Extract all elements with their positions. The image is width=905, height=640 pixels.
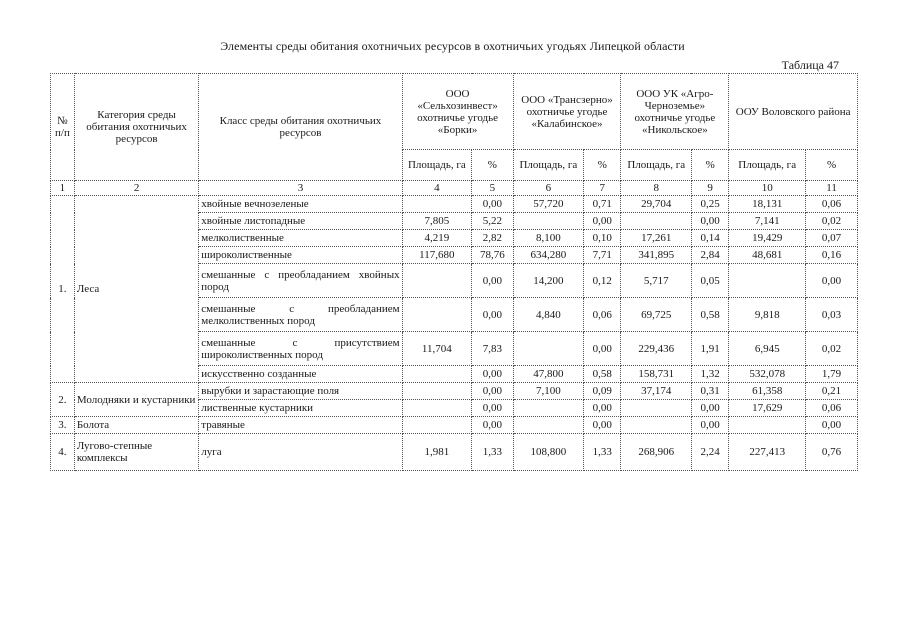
habitat-class: луга <box>199 434 402 471</box>
area-cell <box>513 213 584 230</box>
area-cell <box>621 213 692 230</box>
area-cell: 7,100 <box>513 383 584 400</box>
habitat-class: мелколиственные <box>199 230 402 247</box>
pct-cell: 0,58 <box>691 298 728 332</box>
pct-cell: 0,00 <box>806 264 858 298</box>
group-number: 2. <box>51 383 75 417</box>
area-cell <box>621 417 692 434</box>
table-row <box>51 383 858 400</box>
area-cell: 634,280 <box>513 247 584 264</box>
habitat-class: смешанные с присутствием широколиственных пород <box>199 332 402 366</box>
area-cell: 229,436 <box>621 332 692 366</box>
pct-cell: 1,33 <box>472 434 514 471</box>
area-cell: 11,704 <box>402 332 471 366</box>
table-label: Таблица 47 <box>781 58 839 72</box>
area-cell: 61,358 <box>729 383 806 400</box>
area-cell <box>402 417 471 434</box>
table-row <box>51 417 858 434</box>
habitat-class: искусственно созданные <box>199 366 402 383</box>
habitat-class: смешанные с преобладанием мелколиственных пород <box>199 298 402 332</box>
area-cell: 37,174 <box>621 383 692 400</box>
pct-cell: 0,31 <box>691 383 728 400</box>
pct-cell: 0,02 <box>806 213 858 230</box>
pct-cell: 0,10 <box>584 230 621 247</box>
area-cell <box>513 417 584 434</box>
group-number: 3. <box>51 417 75 434</box>
area-cell: 227,413 <box>729 434 806 471</box>
area-cell <box>729 264 806 298</box>
pct-cell: 0,07 <box>806 230 858 247</box>
area-cell: 7,805 <box>402 213 471 230</box>
column-index: 8 <box>621 181 692 196</box>
area-cell: 17,629 <box>729 400 806 417</box>
pct-cell: 0,00 <box>472 366 514 383</box>
pct-cell: 0,00 <box>472 196 514 213</box>
pct-cell: 0,06 <box>806 400 858 417</box>
area-cell <box>513 400 584 417</box>
pct-cell: 0,00 <box>472 417 514 434</box>
area-cell: 14,200 <box>513 264 584 298</box>
column-index: 2 <box>74 181 198 196</box>
habitat-class: вырубки и зарастающие поля <box>199 383 402 400</box>
area-cell: 29,704 <box>621 196 692 213</box>
pct-cell: 0,76 <box>806 434 858 471</box>
pct-cell: 7,71 <box>584 247 621 264</box>
header-pct: % <box>472 150 514 181</box>
habitat-class: травяные <box>199 417 402 434</box>
area-cell: 47,800 <box>513 366 584 383</box>
pct-cell: 2,24 <box>691 434 728 471</box>
pct-cell: 0,16 <box>806 247 858 264</box>
group-name: Леса <box>74 196 198 383</box>
area-cell: 268,906 <box>621 434 692 471</box>
pct-cell: 1,32 <box>691 366 728 383</box>
area-cell <box>402 400 471 417</box>
pct-cell: 1,33 <box>584 434 621 471</box>
header-pct: % <box>691 150 728 181</box>
header-num: № п/п <box>51 74 75 181</box>
column-index: 11 <box>806 181 858 196</box>
pct-cell: 7,83 <box>472 332 514 366</box>
pct-cell: 0,00 <box>806 417 858 434</box>
pct-cell: 0,00 <box>691 417 728 434</box>
area-cell: 108,800 <box>513 434 584 471</box>
header-area: Площадь, га <box>402 150 471 181</box>
header-area: Площадь, га <box>621 150 692 181</box>
pct-cell: 2,82 <box>472 230 514 247</box>
table-row <box>51 434 858 471</box>
pct-cell: 0,03 <box>806 298 858 332</box>
header-org-borki: ООО «Сельхозинвест» охотничье угодье «Борки» <box>402 74 513 150</box>
group-name: Болота <box>74 417 198 434</box>
area-cell: 6,945 <box>729 332 806 366</box>
column-index: 10 <box>729 181 806 196</box>
pct-cell: 1,79 <box>806 366 858 383</box>
pct-cell: 0,00 <box>691 400 728 417</box>
area-cell <box>402 298 471 332</box>
area-cell: 158,731 <box>621 366 692 383</box>
group-number: 1. <box>51 196 75 383</box>
pct-cell: 0,05 <box>691 264 728 298</box>
habitat-class: широколиственные <box>199 247 402 264</box>
pct-cell: 0,09 <box>584 383 621 400</box>
header-category: Категория среды обитания охотничьих ресурсов <box>74 74 198 181</box>
habitat-class: лиственные кустарники <box>199 400 402 417</box>
area-cell: 48,681 <box>729 247 806 264</box>
area-cell: 19,429 <box>729 230 806 247</box>
pct-cell: 0,06 <box>584 298 621 332</box>
area-cell: 532,078 <box>729 366 806 383</box>
header-class: Класс среды обитания охотничьих ресурсов <box>199 74 402 181</box>
column-index: 5 <box>472 181 514 196</box>
area-cell: 18,131 <box>729 196 806 213</box>
area-cell <box>729 417 806 434</box>
pct-cell: 0,21 <box>806 383 858 400</box>
area-cell: 69,725 <box>621 298 692 332</box>
pct-cell: 0,00 <box>472 264 514 298</box>
pct-cell: 0,00 <box>472 400 514 417</box>
header-org-nikolskoe: ООО УК «Агро-Черноземье» охотничье угодье «Никольское» <box>621 74 729 150</box>
pct-cell: 0,00 <box>584 400 621 417</box>
habitat-class: хвойные вечнозеленые <box>199 196 402 213</box>
pct-cell: 0,71 <box>584 196 621 213</box>
column-index: 7 <box>584 181 621 196</box>
column-index: 1 <box>51 181 75 196</box>
pct-cell: 5,22 <box>472 213 514 230</box>
header-pct: % <box>584 150 621 181</box>
area-cell <box>402 383 471 400</box>
column-index-row <box>51 181 858 196</box>
area-cell <box>402 366 471 383</box>
area-cell <box>402 264 471 298</box>
header-org-kalabinskoe: ООО «Трансзерно» охотничье угодье «Калабинское» <box>513 74 621 150</box>
area-cell: 7,141 <box>729 213 806 230</box>
pct-cell: 0,12 <box>584 264 621 298</box>
header-area: Площадь, га <box>729 150 806 181</box>
pct-cell: 0,00 <box>472 383 514 400</box>
pct-cell: 0,00 <box>584 417 621 434</box>
area-cell: 9,818 <box>729 298 806 332</box>
pct-cell: 0,00 <box>472 298 514 332</box>
pct-cell: 0,58 <box>584 366 621 383</box>
habitat-class: хвойные листопадные <box>199 213 402 230</box>
group-name: Лугово-степные комплексы <box>74 434 198 471</box>
header-area: Площадь, га <box>513 150 584 181</box>
document-title: Элементы среды обитания охотничьих ресурсов в охотничьих угодьях Липецкой области <box>220 39 685 53</box>
area-cell <box>513 332 584 366</box>
area-cell: 57,720 <box>513 196 584 213</box>
table-row <box>51 196 858 213</box>
pct-cell: 0,00 <box>691 213 728 230</box>
pct-cell: 1,91 <box>691 332 728 366</box>
area-cell: 4,219 <box>402 230 471 247</box>
group-number: 4. <box>51 434 75 471</box>
area-cell <box>621 400 692 417</box>
area-cell: 4,840 <box>513 298 584 332</box>
area-cell <box>402 196 471 213</box>
column-index: 9 <box>691 181 728 196</box>
area-cell: 341,895 <box>621 247 692 264</box>
column-index: 3 <box>199 181 402 196</box>
pct-cell: 0,00 <box>584 332 621 366</box>
pct-cell: 78,76 <box>472 247 514 264</box>
area-cell: 117,680 <box>402 247 471 264</box>
area-cell: 5,717 <box>621 264 692 298</box>
pct-cell: 0,14 <box>691 230 728 247</box>
area-cell: 1,981 <box>402 434 471 471</box>
pct-cell: 0,06 <box>806 196 858 213</box>
area-cell: 8,100 <box>513 230 584 247</box>
column-index: 6 <box>513 181 584 196</box>
header-org-volovo: ООУ Воловского района <box>729 74 858 150</box>
pct-cell: 0,25 <box>691 196 728 213</box>
pct-cell: 0,02 <box>806 332 858 366</box>
area-cell: 17,261 <box>621 230 692 247</box>
pct-cell: 0,00 <box>584 213 621 230</box>
pct-cell: 2,84 <box>691 247 728 264</box>
header-pct: % <box>806 150 858 181</box>
group-name: Молодняки и кустарники <box>74 383 198 417</box>
habitat-table <box>50 73 858 471</box>
habitat-class: смешанные с преобладанием хвойных пород <box>199 264 402 298</box>
column-index: 4 <box>402 181 471 196</box>
